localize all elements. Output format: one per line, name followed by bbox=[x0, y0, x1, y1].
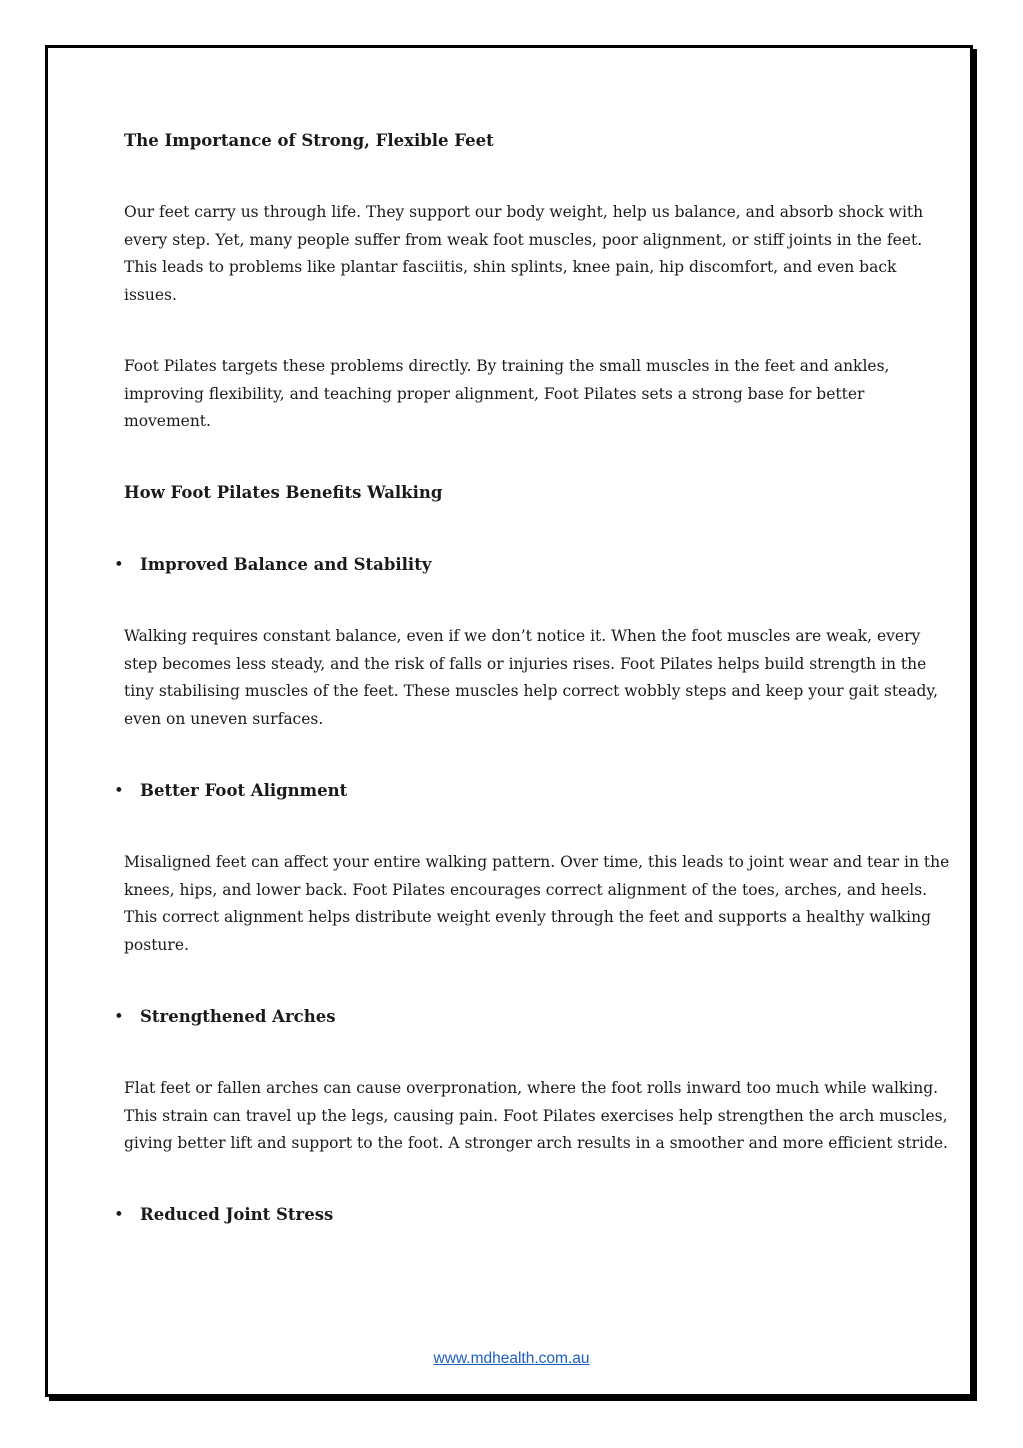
bullet-label: Strengthened Arches bbox=[140, 1007, 336, 1026]
paragraph-targets bbox=[124, 353, 914, 436]
paragraph-balance bbox=[124, 623, 939, 734]
bullet-joint bbox=[114, 1205, 333, 1224]
paragraph-feet bbox=[124, 199, 924, 310]
paragraph-line: issues. bbox=[124, 286, 177, 305]
paragraph-arches bbox=[124, 1075, 948, 1158]
paragraph-line: even on uneven surfaces. bbox=[124, 710, 324, 729]
bullet-label: Improved Balance and Stability bbox=[140, 555, 432, 574]
paragraph-line: Flat feet or fallen arches can cause overpronation, where the foot rolls inward too much while walking. bbox=[124, 1079, 939, 1097]
paragraph-alignment bbox=[124, 849, 950, 960]
bullet-icon: • bbox=[114, 1205, 124, 1224]
bullet-label: Better Foot Alignment bbox=[140, 781, 348, 800]
paragraph-line: movement. bbox=[124, 412, 211, 431]
paragraph-line: This correct alignment helps distribute weight evenly through the feet and supports a healthy walking bbox=[124, 908, 931, 927]
paragraph-line: This strain can travel up the legs, causing pain. Foot Pilates exercises help strengthen the arch muscles, bbox=[124, 1106, 948, 1125]
paragraph-line: tiny stabilising muscles of the feet. These muscles help correct wobbly steps and keep your gait steady, bbox=[124, 682, 939, 701]
bullet-alignment bbox=[114, 781, 347, 800]
bullet-icon: • bbox=[114, 781, 124, 800]
bullet-icon: • bbox=[114, 1007, 124, 1026]
footer-website-link[interactable]: www.mdhealth.com.au bbox=[433, 1350, 590, 1367]
heading-importance: The Importance of Strong, Flexible Feet bbox=[124, 131, 494, 150]
bullet-label: Reduced Joint Stress bbox=[140, 1205, 334, 1224]
bullet-balance bbox=[114, 555, 431, 574]
paragraph-line: Our feet carry us through life. They support our body weight, help us balance, and absorb shock with bbox=[124, 203, 924, 221]
paragraph-line: knees, hips, and lower back. Foot Pilates encourages correct alignment of the toes, arches, and heels. bbox=[124, 880, 928, 899]
paragraph-line: posture. bbox=[124, 936, 189, 955]
paragraph-line: Walking requires constant balance, even if we don’t notice it. When the foot muscles are weak, every bbox=[124, 627, 921, 645]
paragraph-line: Misaligned feet can affect your entire walking pattern. Over time, this leads to joint wear and tear in the bbox=[124, 853, 950, 871]
paragraph-line: every step. Yet, many people suffer from weak foot muscles, poor alignment, or stiff joints in the feet. bbox=[124, 230, 923, 249]
paragraph-line: giving better lift and support to the foot. A stronger arch results in a smoother and more efficient stride. bbox=[124, 1134, 948, 1153]
paragraph-line: step becomes less steady, and the risk of falls or injuries rises. Foot Pilates helps build strength in the bbox=[124, 654, 927, 673]
bullet-icon: • bbox=[114, 555, 124, 574]
paragraph-line: Foot Pilates targets these problems directly. By training the small muscles in the feet and ankles, bbox=[124, 357, 890, 375]
paragraph-line: This leads to problems like plantar fasciitis, shin splints, knee pain, hip discomfort, and even back bbox=[124, 258, 897, 277]
paragraph-line: improving flexibility, and teaching proper alignment, Foot Pilates sets a strong base for better bbox=[124, 384, 865, 403]
bullet-arches bbox=[114, 1007, 335, 1026]
heading-benefits: How Foot Pilates Benefits Walking bbox=[124, 483, 443, 502]
